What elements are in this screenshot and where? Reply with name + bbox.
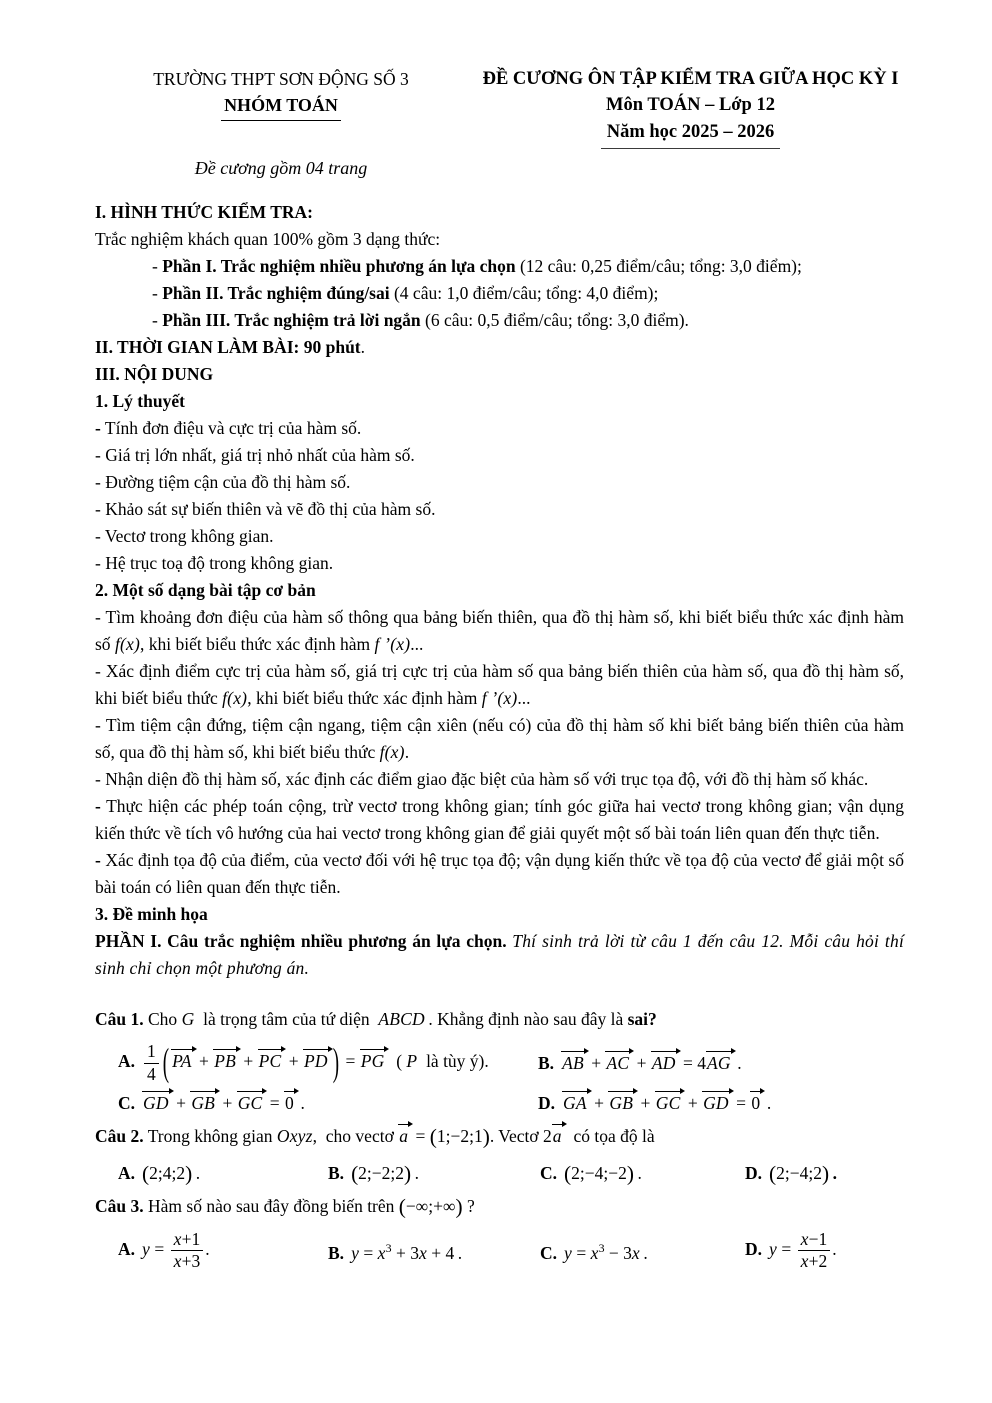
format-part-2: - Phần II. Trắc nghiệm đúng/sai (4 câu: 1,0 điểm/câu; tổng: 4,0 điểm);: [152, 283, 659, 303]
theory-heading: 1. Lý thuyết: [95, 391, 185, 411]
sample-heading: 3. Đề minh họa: [95, 904, 208, 924]
option-a-value: $\frac{1}{4}$ ( PA + PB + PC + PD ) = PG ( P là tùy ý).: [142, 1051, 489, 1071]
option-b-value: (2;−2;2) .: [351, 1161, 420, 1186]
option-a-value: (2;4;2) .: [142, 1161, 201, 1186]
header-left-block: [95, 66, 467, 149]
option-c: C. (2;−4;−2) .: [540, 1161, 642, 1186]
question-3-text: [95, 1193, 904, 1221]
document-header: [95, 66, 904, 149]
section-format-heading: I. HÌNH THỨC KIỂM TRA:: [95, 202, 313, 222]
document-body: [95, 199, 904, 1272]
option-d: D. (2;−4;2) .: [745, 1161, 837, 1186]
option-a-value: y = $\frac{x+1}{x+3}$ .: [142, 1228, 210, 1272]
exercise-item: - Nhận diện đồ thị hàm số, xác định các điểm giao đặc biệt của hàm số với trục tọa độ, với đồ thị hàm số khác.: [95, 769, 869, 789]
option-c-value: GD + GB + GC = 0 .: [142, 1093, 305, 1113]
header-right-block: [467, 66, 904, 149]
exercise-item: - Xác định tọa độ của điểm, của vectơ đối với hệ trục tọa độ; vận dụng kiến thức về tọa độ của vectơ để giải một số bài toán có liên quan đến thực tiễn.: [95, 850, 904, 897]
format-part-3: - Phần III. Trắc nghiệm trả lời ngắn (6 câu: 0,5 điểm/câu; tổng: 3,0 điểm).: [152, 310, 689, 330]
question-1-options: [95, 1042, 904, 1117]
question-3-options: [95, 1230, 904, 1272]
school-name: TRƯỜNG THPT SƠN ĐỘNG SỐ 3: [153, 69, 409, 89]
option-a: A. (2;4;2) .: [118, 1161, 201, 1186]
exercise-item: - Thực hiện các phép toán cộng, trừ vectơ trong không gian; tính góc giữa hai vectơ trong không gian; vận dụng kiến thức về tích vô hướng của hai vectơ trong không gian để giải quyết một số bài toán liên quan đến thực tiễn.: [95, 796, 904, 843]
option-b: B. (2;−2;2) .: [328, 1161, 420, 1186]
option-c-value: $y = x^3 - 3x$ .: [564, 1240, 648, 1263]
exercise-item: - Xác định điểm cực trị của hàm số, giá trị cực trị của hàm số qua bảng biến thiên của hàm số, qua đồ thị hàm số, khi biết biểu thức f(x), khi biết biểu thức xác định hàm f ’(x)...: [95, 661, 904, 708]
subject-line: Môn TOÁN – Lớp 12: [606, 95, 775, 115]
exercises-heading: 2. Một số dạng bài tập cơ bản: [95, 580, 316, 600]
option-c-value: (2;−4;−2) .: [564, 1161, 642, 1186]
option-d-value: GA + GB + GC + GD = 0 .: [562, 1093, 771, 1113]
theory-item: - Vectơ trong không gian.: [95, 526, 274, 546]
question-3: [95, 1193, 904, 1272]
theory-item: - Giá trị lớn nhất, giá trị nhỏ nhất của hàm số.: [95, 445, 415, 465]
format-part-1: - Phần I. Trắc nghiệm nhiều phương án lựa chọn (12 câu: 0,25 điểm/câu; tổng: 3,0 điểm);: [152, 256, 802, 276]
question-text: Cho G là trọng tâm của tứ diện ABCD . Khẳng định nào sau đây là sai?: [148, 1009, 657, 1029]
option-b-value: AB + AC + AD = 4AG .: [561, 1053, 742, 1073]
option-d: D. y = $\frac{x-1}{x+2}$ .: [745, 1228, 837, 1272]
question-label: Câu 3.: [95, 1196, 144, 1217]
exercise-item: - Tìm khoảng đơn điệu của hàm số thông qua bảng biến thiên, qua đồ thị hàm số, khi biết biểu thức xác định hàm số f(x), khi biết biểu thức xác định hàm f ’(x)...: [95, 607, 904, 654]
option-d: D. GA + GB + GC + GD = 0 .: [538, 1090, 904, 1117]
question-label: Câu 1.: [95, 1009, 144, 1029]
pages-note: Đề cương gồm 04 trang: [194, 158, 368, 178]
question-2-options: [95, 1160, 904, 1188]
option-d-value: (2;−4;2) .: [769, 1161, 837, 1186]
exercise-item: - Tìm tiệm cận đứng, tiệm cận ngang, tiệm cận xiên (nếu có) của đồ thị hàm số khi biết bảng biến thiên của hàm số, qua đồ thị hàm số, khi biết biểu thức f(x).: [95, 715, 904, 762]
option-c: C. GD + GB + GC = 0 .: [118, 1090, 538, 1117]
option-d-value: y = $\frac{x-1}{x+2}$ .: [769, 1228, 837, 1272]
theory-item: - Khảo sát sự biến thiên và vẽ đồ thị của hàm số.: [95, 499, 436, 519]
question-2: [95, 1123, 904, 1187]
math-group-name: NHÓM TOÁN: [221, 92, 341, 121]
question-1-text: [95, 1006, 904, 1033]
question-text: Trong không gian Oxyz, cho vectơ a = (1;−2;1). Vectơ 2a có tọa độ là: [147, 1124, 655, 1149]
question-1: [95, 1006, 904, 1117]
part1-heading: PHẦN I. Câu trắc nghiệm nhiều phương án lựa chọn. Thí sinh trả lời từ câu 1 đến câu 12. Mỗi câu hỏi thí sinh chỉ chọn một phương án.: [95, 931, 905, 978]
section-duration-heading: II. THỜI GIAN LÀM BÀI: 90 phút.: [95, 337, 366, 357]
question-2-text: [95, 1123, 904, 1151]
option-b: B. $y = x^3 + 3x + 4$ .: [328, 1240, 463, 1263]
document-title: ĐỀ CƯƠNG ÔN TẬP KIỂM TRA GIỮA HỌC KỲ I: [482, 69, 899, 89]
option-a: A. $\frac{1}{4}$ ( PA + PB + PC + PD ) = PG ( P là tùy ý).: [118, 1041, 489, 1085]
format-intro: Trắc nghiệm khách quan 100% gồm 3 dạng thức:: [95, 229, 441, 249]
option-a: A. y = $\frac{x+1}{x+3}$ .: [118, 1228, 210, 1272]
section-content-heading: III. NỘI DUNG: [95, 364, 214, 384]
option-c: C. $y = x^3 - 3x$ .: [540, 1240, 648, 1263]
school-year-line: Năm học 2025 – 2026: [601, 119, 781, 149]
option-b-value: $y = x^3 + 3x + 4$ .: [351, 1240, 463, 1263]
theory-item: - Đường tiệm cận của đồ thị hàm số.: [95, 472, 351, 492]
option-b: B. AB + AC + AD = 4AG .: [538, 1050, 904, 1077]
theory-item: - Hệ trục toạ độ trong không gian.: [95, 553, 334, 573]
theory-item: - Tính đơn điệu và cực trị của hàm số.: [95, 418, 362, 438]
question-text: Hàm số nào sau đây đồng biến trên (−∞;+∞) ?: [148, 1194, 475, 1219]
question-label: Câu 2.: [95, 1126, 144, 1147]
